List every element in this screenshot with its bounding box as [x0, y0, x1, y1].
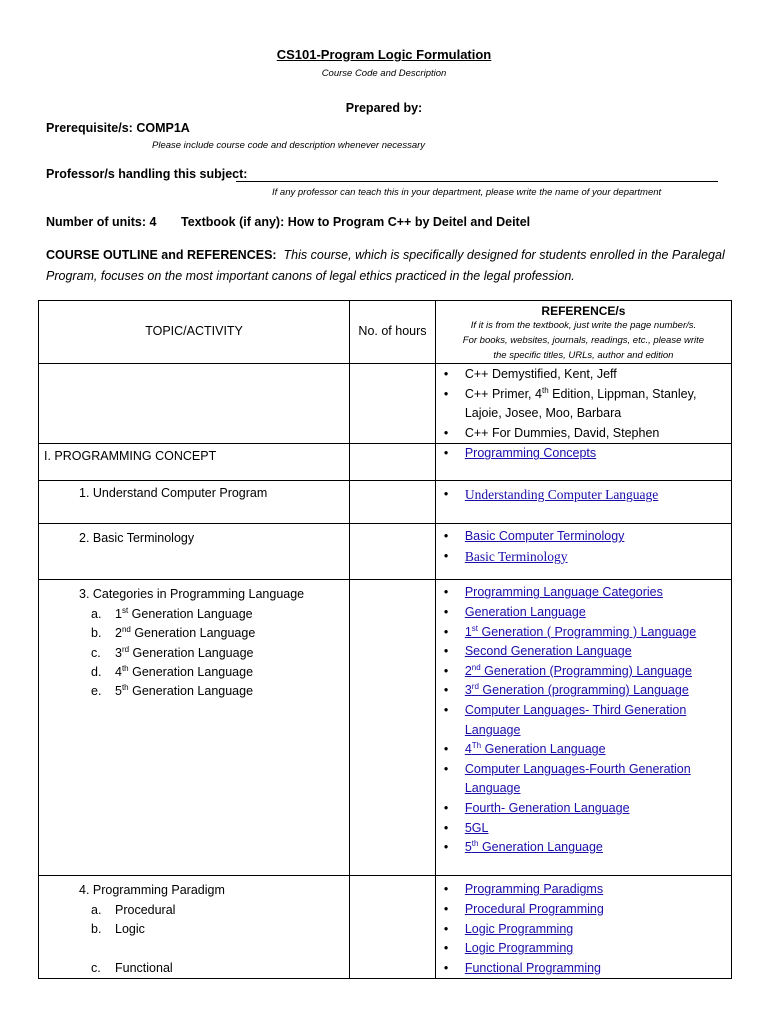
table-row	[39, 524, 732, 580]
reference-title: REFERENCE/s	[541, 304, 626, 318]
reference-note-line: If it is from the textbook, just write the page number/s.	[470, 320, 697, 331]
subtopic-item: b. 2nd Generation Language	[91, 625, 256, 641]
subtopic-item: e. 5th Generation Language	[91, 683, 254, 699]
link-5th-generation-language[interactable]: 5th Generation Language	[464, 838, 603, 855]
link-4th-generation-language[interactable]: 4Th Generation Language	[464, 740, 606, 757]
topic-programming-paradigm	[39, 876, 349, 978]
link-understanding-computer-language[interactable]: Understanding Computer Language	[464, 487, 659, 503]
link-third-generation-language[interactable]: Computer Languages- Third Generation Language	[464, 702, 687, 737]
link-fourth-generation-language[interactable]: Fourth- Generation Language	[464, 800, 630, 815]
professor-label: Professor/s handling this subject:	[46, 167, 248, 181]
course-outline-label: COURSE OUTLINE and REFERENCES:	[46, 248, 277, 262]
link-second-generation-language[interactable]: Second Generation Language	[464, 644, 632, 659]
link-fourth-generation-language-computer[interactable]: Computer Languages-Fourth Generation Language	[464, 761, 691, 796]
topic-heading: 4. Programming Paradigm	[79, 883, 225, 898]
reference-note-line: For books, websites, journals, readings, etc., please write	[462, 335, 705, 346]
topic-basic-terminology: 2. Basic Terminology	[79, 531, 195, 546]
reference-note-line: the specific titles, URLs, author and edition	[493, 350, 674, 361]
subtopic-item: d. 4th Generation Language	[91, 663, 254, 679]
course-code-caption: Course Code and Description	[321, 68, 447, 79]
prerequisite-label: Prerequisite/s: COMP1A	[46, 121, 190, 135]
professor-blank-line[interactable]	[236, 181, 718, 182]
table-row	[39, 580, 732, 876]
link-programming-paradigms[interactable]: Programming Paradigms	[464, 882, 604, 897]
units-label: Number of units: 4	[46, 215, 157, 229]
table-row-books	[39, 364, 732, 444]
topic-understand-computer-program: 1. Understand Computer Program	[79, 486, 268, 501]
link-logic-programming[interactable]: Logic Programming	[464, 941, 574, 956]
link-5gl[interactable]: 5GL	[464, 820, 489, 835]
topic-programming-concept: I. PROGRAMMING CONCEPT	[44, 449, 217, 464]
textbook-label: Textbook (if any): How to Program C++ by Deitel and Deitel	[181, 215, 531, 229]
subtopic-item: b. Logic	[91, 922, 145, 937]
link-programming-concepts[interactable]: Programming Concepts	[464, 446, 597, 461]
link-2nd-generation-language[interactable]: 2nd Generation (Programming) Language	[464, 662, 692, 678]
course-outline-table	[38, 300, 732, 979]
subtopic-item: a. 1st Generation Language	[91, 605, 253, 621]
link-3rd-generation-language[interactable]: 3rd Generation (programming) Language	[464, 682, 689, 698]
link-procedural-programming[interactable]: Procedural Programming	[464, 901, 604, 916]
subtopic-item: c. 3rd Generation Language	[91, 644, 254, 660]
link-functional-programming[interactable]: Functional Programming	[464, 960, 602, 975]
table-row	[39, 876, 732, 979]
link-1st-generation-language[interactable]: 1st Generation ( Programming ) Language	[464, 623, 697, 639]
table-row	[39, 444, 732, 481]
link-generation-language[interactable]: Generation Language	[464, 604, 586, 619]
table-row	[39, 481, 732, 524]
course-outline-paragraph	[46, 245, 736, 287]
course-outline-text: This course, which is specifically designed for students enrolled in the Paralegal Program, focuses on the most important canons of legal ethics practiced in the legal profession.	[46, 248, 725, 283]
topic-categories-programming-language	[39, 580, 349, 701]
topic-column-header: TOPIC/ACTIVITY	[145, 324, 243, 338]
subtopic-item: a. Procedural	[91, 902, 176, 917]
prepared-by-label: Prepared by:	[345, 101, 423, 115]
link-basic-computer-terminology[interactable]: Basic Computer Terminology	[464, 529, 625, 544]
document-title: CS101-Program Logic Formulation	[276, 47, 492, 62]
subtopic-item: c. Functional	[91, 960, 173, 975]
reference-column-header	[436, 301, 731, 363]
link-programming-language-categories[interactable]: Programming Language Categories	[464, 585, 663, 600]
professor-note: If any professor can teach this in your department, please write the name of your department	[272, 187, 662, 198]
book-item: • C++ For Dummies, David, Stephen	[442, 424, 731, 444]
link-basic-terminology[interactable]: Basic Terminology	[464, 548, 568, 564]
book-item: • C++ Demystified, Kent, Jeff	[442, 365, 731, 385]
book-item: • C++ Primer, 4th Edition, Lippman, Stanley, Lajoie, Josee, Moo, Barbara	[442, 385, 731, 424]
topic-heading: 3. Categories in Programming Language	[79, 587, 305, 602]
link-logic-programming[interactable]: Logic Programming	[464, 921, 574, 936]
hours-column-header: No. of hours	[358, 324, 427, 338]
prerequisite-note: Please include course code and description whenever necessary	[152, 140, 426, 151]
table-header-row	[39, 301, 732, 364]
